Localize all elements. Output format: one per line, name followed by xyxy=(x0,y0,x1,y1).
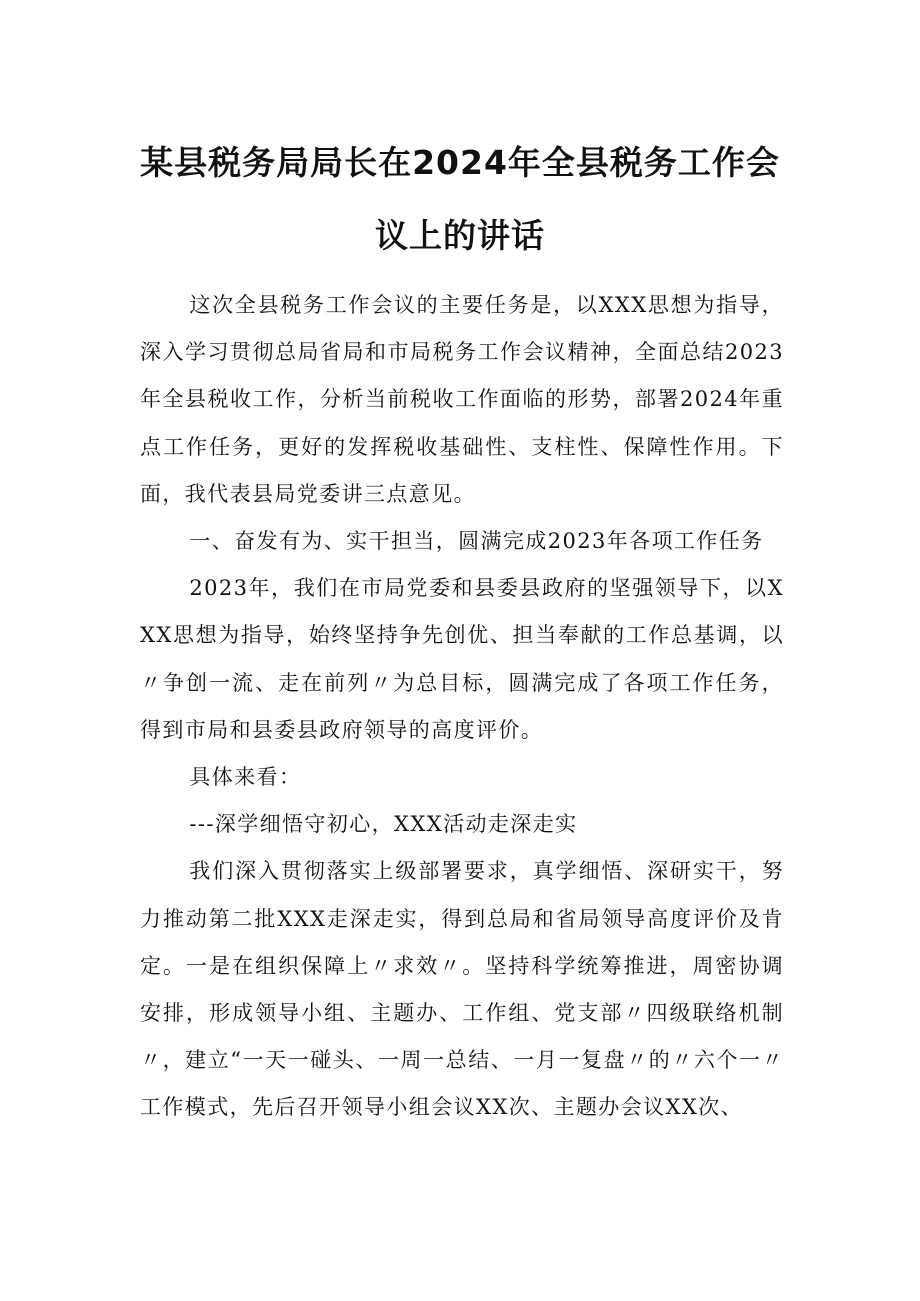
paragraph-2023-summary: 2023年，我们在市局党委和县委县政府的坚强领导下，以XXX思想为指导，始终坚持争先创优、担当奉献的工作总基调，以〃争创一流、走在前列〃为总目标，圆满完成了各项工作任务，得到市局和县委县政府领导的高度评价。 xyxy=(140,576,784,742)
paragraph-specifics: 具体来看： xyxy=(189,765,302,790)
section-heading-1: 一、奋发有为、实干担当，圆满完成2023年各项工作任务 xyxy=(189,529,764,554)
document-body xyxy=(140,282,784,1132)
paragraph-activity-detail: 我们深入贯彻落实上级部署要求，真学细悟、深研实干，努力推动第二批XXX走深走实，得到总局和省局领导高度评价及肯定。一是在组织保障上〃求效〃。坚持科学统筹推进，周密协调安排，形成领导小组、主题办、工作组、党支部〃四级联络机制〃，建立“一天一碰头、一周一总结、一月一复盘〃的〃六个一〃工作模式，先后召开领导小组会议XX次、主题办会议XX次、 xyxy=(140,859,784,1120)
subheading-activity: ---深学细悟守初心，XXX活动走深走实 xyxy=(189,812,578,837)
paragraph-intro: 这次全县税务工作会议的主要任务是，以XXX思想为指导，深入学习贯彻总局省局和市局税务工作会议精神，全面总结2023年全县税收工作，分析当前税收工作面临的形势，部署2024年重点工作任务，更好的发挥税收基础性、支柱性、保障性作用。下面，我代表县局党委讲三点意见。 xyxy=(140,293,784,506)
document-title-line-1: 某县税务局局长在2024年全县税务工作会 xyxy=(140,143,780,182)
document-title-line-2: 议上的讲话 xyxy=(375,216,545,255)
